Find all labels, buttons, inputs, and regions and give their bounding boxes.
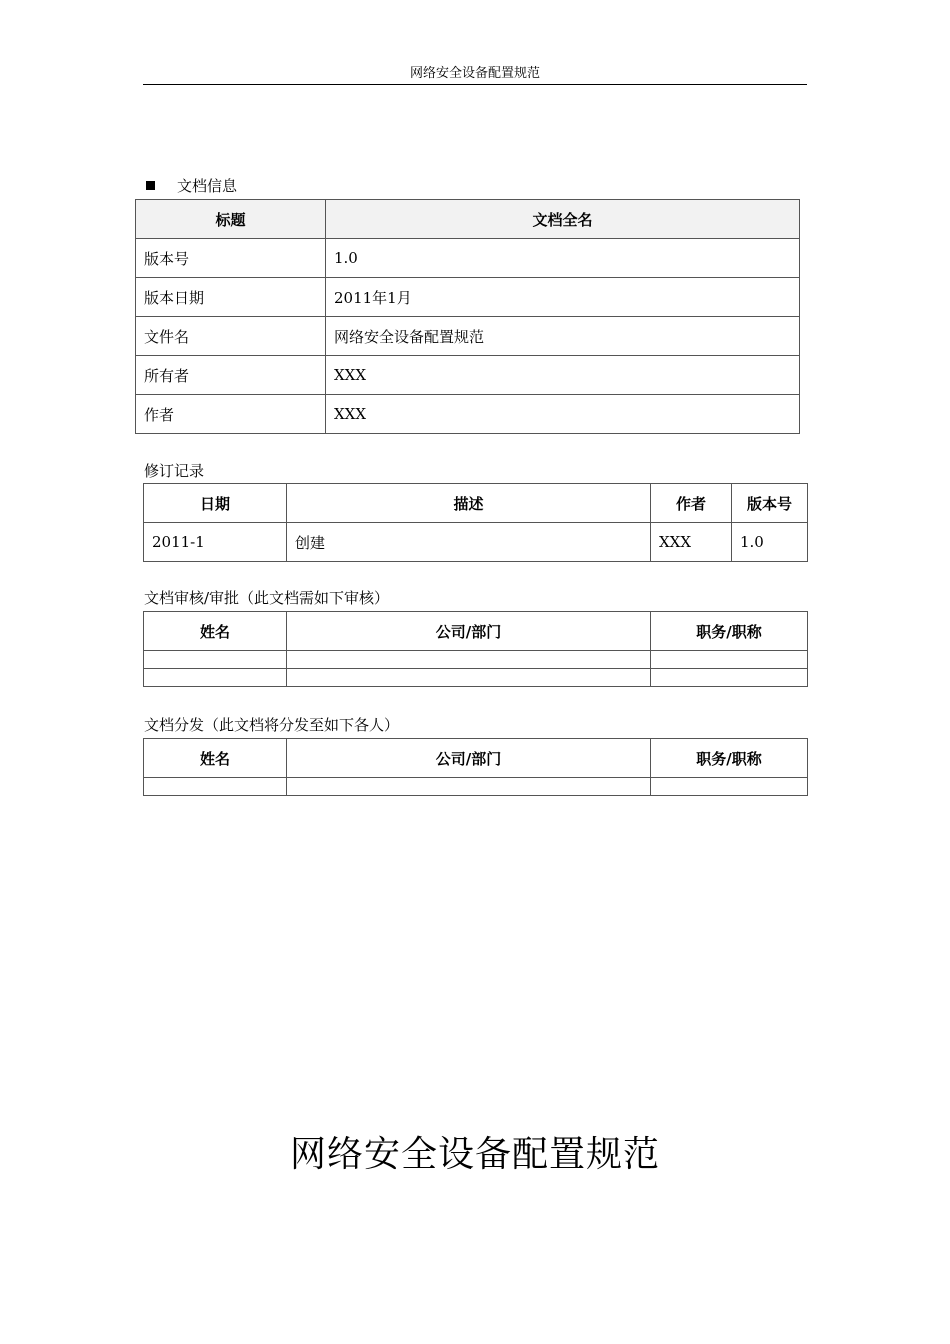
field-value: 1.0 [326,239,800,278]
revision-version: 1.0 [732,523,808,562]
doc-info-label [146,177,237,195]
doc-info-table [135,199,800,434]
field-value: XXX [326,395,800,434]
field-name: 文件名 [136,317,326,356]
field-name: 版本号 [136,239,326,278]
header-cell: 标题 [136,200,326,239]
table-row [136,395,800,434]
header-cell: 公司/部门 [287,612,651,651]
empty-cell [144,669,287,687]
approval-label: 文档审核/审批（此文档需如下审核） [144,589,390,607]
field-value: 2011年1月 [326,278,800,317]
approval-table [143,611,808,687]
revision-date: 2011-1 [144,523,287,562]
table-row [136,278,800,317]
field-name: 作者 [136,395,326,434]
empty-cell [651,651,808,669]
table-header-row [144,612,808,651]
distribution-label: 文档分发（此文档将分发至如下各人） [144,716,400,734]
header-cell: 职务/职称 [651,612,808,651]
header-cell: 描述 [287,484,651,523]
field-name: 所有者 [136,356,326,395]
distribution-table [143,738,808,796]
table-header-row [144,484,808,523]
table-row [144,778,808,796]
empty-cell [287,778,651,796]
field-value: XXX [326,356,800,395]
header-cell: 日期 [144,484,287,523]
empty-cell [144,651,287,669]
revision-author: XXX [651,523,732,562]
header-cell: 作者 [651,484,732,523]
field-name: 版本日期 [136,278,326,317]
empty-cell [287,669,651,687]
table-row [136,239,800,278]
doc-info-label-text: 文档信息 [177,177,238,195]
revision-label: 修订记录 [144,462,205,480]
table-row [136,317,800,356]
empty-cell [651,669,808,687]
revision-table [143,483,808,562]
table-header-row [136,200,800,239]
header-cell: 姓名 [144,612,287,651]
running-header: 网络安全设备配置规范 [143,66,807,85]
table-row [144,669,808,687]
empty-cell [287,651,651,669]
header-cell: 职务/职称 [651,739,808,778]
revision-description: 创建 [287,523,651,562]
table-header-row [144,739,808,778]
square-bullet-icon [146,181,155,190]
header-cell: 版本号 [732,484,808,523]
header-cell: 公司/部门 [287,739,651,778]
table-row [136,356,800,395]
header-cell: 文档全名 [326,200,800,239]
table-row [144,523,808,562]
document-title: 网络安全设备配置规范 [289,1134,660,1175]
table-row [144,651,808,669]
empty-cell [651,778,808,796]
field-value: 网络安全设备配置规范 [326,317,800,356]
empty-cell [144,778,287,796]
header-cell: 姓名 [144,739,287,778]
